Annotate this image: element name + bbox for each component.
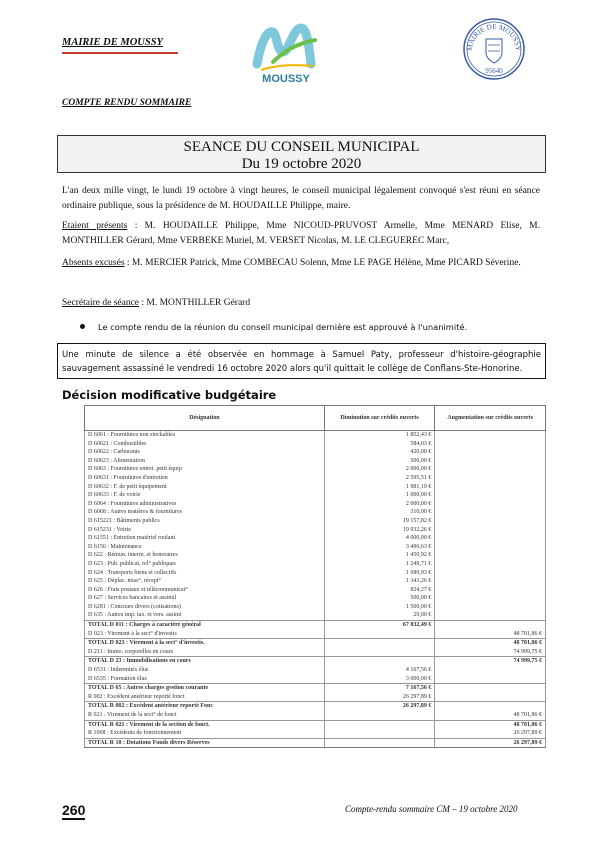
designation-cell: D 60621 : Combustibles [85, 440, 325, 449]
diminution-cell: 2 595,51 € [324, 474, 435, 483]
designation-cell: D 623 : Pub. publicat, rel° publiques [85, 560, 325, 569]
table-total-row [85, 738, 546, 748]
designation-cell: D 622 : Rémun. interm. et honoraires [85, 551, 325, 560]
table-row [85, 594, 546, 603]
diminution-cell: 824,27 € [324, 586, 435, 595]
diminution-cell: 29,00 € [324, 611, 435, 620]
table-row [85, 560, 546, 569]
diminution-cell: 1 249,71 € [324, 560, 435, 569]
absents-paragraph [62, 256, 540, 271]
augmentation-cell [435, 702, 546, 711]
presents-label: Etaient présents [62, 221, 128, 231]
diminution-cell: 19 157,82 € [324, 517, 435, 526]
diminution-cell: 19 932,26 € [324, 526, 435, 535]
header-diminution: Diminution sur crédits ouverts [324, 406, 435, 431]
heading-underline [62, 52, 178, 54]
table-row [85, 457, 546, 466]
diminution-cell: 420,00 € [324, 448, 435, 457]
designation-cell: D 6063 : Fournitures entret. petit équip [85, 465, 325, 474]
augmentation-cell [435, 666, 546, 675]
table-row [85, 586, 546, 595]
table-row [85, 551, 546, 560]
table-row [85, 448, 546, 457]
augmentation-cell [435, 611, 546, 620]
table-row [85, 500, 546, 509]
designation-cell: R 021 : Virement de la sect° de fonct [85, 711, 325, 720]
diminution-cell: 3 000,00 € [324, 675, 435, 684]
diminution-cell: 2 000,00 € [324, 465, 435, 474]
diminution-cell [324, 648, 435, 657]
designation-cell: R 002 : Excédent antérieur reporté fonct [85, 693, 325, 702]
designation-cell: D 626 : Frais postaux et télécommunicat° [85, 586, 325, 595]
table-total-row [85, 720, 546, 729]
approval-text: Le compte rendu de la réunion du conseil municipal dernière est approuvé à l'unanimité. [98, 322, 468, 332]
designation-cell: D 635 : Autres imp. tax. et vers. assimi [85, 611, 325, 620]
augmentation-cell [435, 577, 546, 586]
diminution-cell: 500,00 € [324, 594, 435, 603]
table-row [85, 693, 546, 702]
table-row [85, 491, 546, 500]
secretaire-text: : M. MONTHILLER Gérard [139, 298, 251, 308]
augmentation-cell: 74 999,75 € [435, 657, 546, 666]
diminution-cell: 26 297,89 € [324, 702, 435, 711]
diminution-cell: 1 343,26 € [324, 577, 435, 586]
table-total-row [85, 684, 546, 693]
diminution-cell: 1 000,00 € [324, 491, 435, 500]
header-augmentation: Augmentation sur crédits ouverts [435, 406, 546, 431]
table-total-row [85, 657, 546, 666]
designation-cell: D 60631 : Fournitures d'entretien [85, 474, 325, 483]
diminution-cell: 4 167,56 € [324, 666, 435, 675]
augmentation-cell [435, 569, 546, 578]
intro-paragraph: L'an deux mille vingt, le lundi 19 octobre à vingt heures, le conseil municipal légalement convoqué s'est réuni en séance ordinaire publique, sous la présidence de M. HOUDAILLE Philippe, maire. [62, 186, 540, 211]
table-row [85, 543, 546, 552]
diminution-cell: 2 000,00 € [324, 500, 435, 509]
augmentation-cell [435, 586, 546, 595]
augmentation-cell [435, 508, 546, 517]
presents-text: : M. HOUDAILLE Philippe, Mme NICOUD-PRUVOST Armelle, Mme MENARD Elise, M. MONTHILLER Gérard, Mme VERBEKE Muriel, M. VERSET Nicolas, M. LE CLEGUEREC Marc, [62, 221, 541, 246]
table-total-row [85, 639, 546, 648]
table-row [85, 440, 546, 449]
designation-cell: D 211 : Immo. corporelles en cours [85, 648, 325, 657]
designation-cell: D 6156 : Maintenance [85, 543, 325, 552]
table-row [85, 611, 546, 620]
designation-cell: D 60623 : Alimentation [85, 457, 325, 466]
augmentation-cell [435, 621, 546, 630]
diminution-cell: 1 852,43 € [324, 431, 435, 440]
augmentation-cell [435, 684, 546, 693]
table-row [85, 465, 546, 474]
diminution-cell [324, 729, 435, 738]
moussy-logo [243, 22, 329, 86]
table-row [85, 603, 546, 612]
diminution-cell: 67 832,49 € [324, 621, 435, 630]
augmentation-cell [435, 543, 546, 552]
augmentation-cell: 48 701,86 € [435, 639, 546, 648]
diminution-cell [324, 720, 435, 729]
designation-cell: TOTAL D 23 : Immobilisations en cours [85, 657, 325, 666]
diminution-cell: 3 496,63 € [324, 543, 435, 552]
augmentation-cell: 74 999,75 € [435, 648, 546, 657]
table-row [85, 483, 546, 492]
mairie-heading: MAIRIE DE MOUSSY [62, 37, 163, 48]
table-total-row [85, 702, 546, 711]
augmentation-cell: 48 701,86 € [435, 630, 546, 639]
logo-text: MOUSSY [262, 73, 310, 85]
section-title: Décision modificative budgétaire [62, 388, 277, 402]
designation-cell: D 60633 : F. de voirie [85, 491, 325, 500]
diminution-cell [324, 657, 435, 666]
augmentation-cell [435, 440, 546, 449]
table-row [85, 577, 546, 586]
augmentation-cell [435, 491, 546, 500]
designation-cell: D 627 : Services bancaires et assimil [85, 594, 325, 603]
diminution-cell: 584,03 € [324, 440, 435, 449]
augmentation-cell [435, 500, 546, 509]
diminution-cell: 1 450,92 € [324, 551, 435, 560]
table-row [85, 675, 546, 684]
diminution-cell [324, 711, 435, 720]
augmentation-cell [435, 474, 546, 483]
designation-cell: D 6064 : Fournitures administratives [85, 500, 325, 509]
designation-cell: D 615221 : Bâtiments publics [85, 517, 325, 526]
diminution-cell: 26 297,89 € [324, 693, 435, 702]
augmentation-cell [435, 483, 546, 492]
budget-body [85, 431, 546, 748]
compte-rendu-label: COMPTE RENDU SOMMAIRE [62, 98, 192, 108]
footer-text: Compte-rendu sommaire CM – 19 octobre 2020 [345, 804, 518, 814]
budget-header-row [85, 406, 546, 431]
designation-cell: D 60622 : Carburants [85, 448, 325, 457]
absents-label: Absents excusés [62, 258, 125, 268]
table-row [85, 648, 546, 657]
title-box [57, 135, 546, 173]
augmentation-cell [435, 675, 546, 684]
diminution-cell: 1 500,00 € [324, 603, 435, 612]
secretaire-label: Secrétaire de séance [62, 298, 140, 308]
table-row [85, 474, 546, 483]
title-line-2: Du 19 octobre 2020 [241, 156, 362, 172]
diminution-cell: 310,00 € [324, 508, 435, 517]
diminution-cell [324, 639, 435, 648]
table-row [85, 729, 546, 738]
designation-cell: D 6531 : Indemnités élus [85, 666, 325, 675]
designation-cell: D 61551 : Entretien matériel roulant [85, 534, 325, 543]
table-row [85, 534, 546, 543]
designation-cell: D 6068 : Autres matières & fournitures [85, 508, 325, 517]
designation-cell: TOTAL D 011 : Charges à caractère général [85, 621, 325, 630]
designation-cell: D 023 : Virement à la sect° d'investis [85, 630, 325, 639]
augmentation-cell: 26 297,89 € [435, 729, 546, 738]
budget-table [84, 405, 546, 748]
diminution-cell [324, 630, 435, 639]
table-row [85, 431, 546, 440]
designation-cell: D 6061 : Fournitures non stockables [85, 431, 325, 440]
augmentation-cell [435, 560, 546, 569]
augmentation-cell [435, 534, 546, 543]
table-row [85, 517, 546, 526]
augmentation-cell [435, 448, 546, 457]
designation-cell: TOTAL D 65 : Autres charges gestion courante [85, 684, 325, 693]
designation-cell: TOTAL R 10 : Dotations Fonds divers Réserves [85, 738, 325, 748]
table-row [85, 526, 546, 535]
designation-cell: TOTAL R 021 : Virement de la section de fonct. [85, 720, 325, 729]
table-total-row [85, 621, 546, 630]
augmentation-cell: 48 701,86 € [435, 720, 546, 729]
table-row [85, 569, 546, 578]
augmentation-cell [435, 526, 546, 535]
minute-of-silence-box: Une minute de silence a été observée en hommage à Samuel Paty, professeur d'histoire-géographie sauvagement assassiné le vendredi 16 octobre 2020 alors qu'il quittait le collège de Conflans-Ste-Honorine. [57, 343, 546, 379]
mairie-stamp [462, 17, 526, 81]
table-row [85, 666, 546, 675]
stamp-top-text: MAIRIE DE MOUSSY [465, 22, 523, 52]
augmentation-cell [435, 693, 546, 702]
presents-paragraph [62, 219, 540, 248]
designation-cell: D 615231 : Voirie [85, 526, 325, 535]
designation-cell: TOTAL D 023 : Virement à la sect° d'investis. [85, 639, 325, 648]
augmentation-cell [435, 517, 546, 526]
stamp-bottom-text: 95640 [485, 67, 503, 75]
designation-cell: D 60632 : F. de petit équipement [85, 483, 325, 492]
header-designation: Désignation [85, 406, 325, 431]
diminution-cell: 500,00 € [324, 457, 435, 466]
table-row [85, 630, 546, 639]
designation-cell: D 6281 : Concours divers (cotisations) [85, 603, 325, 612]
diminution-cell: 1 089,93 € [324, 569, 435, 578]
page-number: 260 [62, 802, 86, 818]
designation-cell: D 625 : Déplac. miss°, récept° [85, 577, 325, 586]
bullet-dot [80, 324, 85, 329]
augmentation-cell [435, 431, 546, 440]
table-row [85, 508, 546, 517]
diminution-cell: 4 000,00 € [324, 534, 435, 543]
augmentation-cell [435, 594, 546, 603]
augmentation-cell: 48 701,86 € [435, 711, 546, 720]
augmentation-cell [435, 551, 546, 560]
title-line-1: SEANCE DU CONSEIL MUNICIPAL [183, 139, 420, 155]
secretaire-paragraph [62, 296, 540, 311]
diminution-cell [324, 738, 435, 748]
augmentation-cell [435, 465, 546, 474]
approval-bullet [80, 322, 467, 332]
diminution-cell: 7 167,56 € [324, 684, 435, 693]
designation-cell: R 1068 : Excédents de fonctionnement [85, 729, 325, 738]
augmentation-cell: 26 297,89 € [435, 738, 546, 748]
designation-cell: D 624 : Transports biens et collectifs [85, 569, 325, 578]
augmentation-cell [435, 457, 546, 466]
diminution-cell: 1 981,19 € [324, 483, 435, 492]
table-row [85, 711, 546, 720]
absents-text: : M. MERCIER Patrick, Mme COMBECAU Solenn, Mme LE PAGE Hélène, Mme PICARD Séverine. [124, 258, 521, 268]
designation-cell: D 6535 : Formation élus [85, 675, 325, 684]
designation-cell: TOTAL R 002 : Excédent antérieur reporté Fonc [85, 702, 325, 711]
augmentation-cell [435, 603, 546, 612]
